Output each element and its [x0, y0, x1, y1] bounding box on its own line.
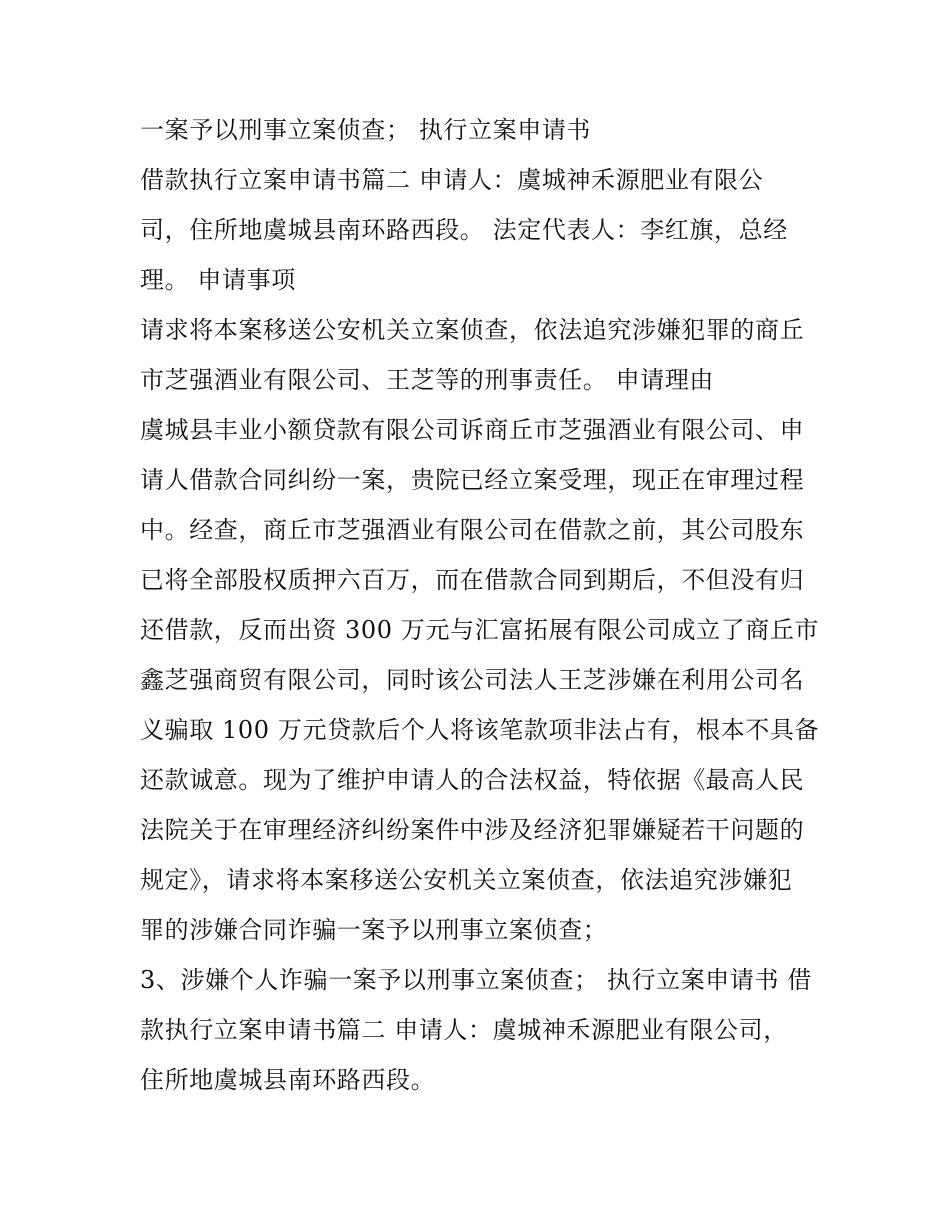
text-line: 款执行立案申请书篇二 申请人：虞城神禾源肥业有限公司， [140, 1016, 788, 1044]
text-line: 规定》，请求将本案移送公安机关立案侦查，依法追究涉嫌犯 [140, 866, 793, 894]
text-line: 已将全部股权质押六百万，而在借款合同到期后，不但没有归 [140, 566, 805, 594]
document-body [140, 105, 820, 1105]
text-line: 法院关于在审理经济纠纷案件中涉及经济犯罪嫌疑若干问题的 [140, 816, 805, 844]
text-line: 还款诚意。现为了维护申请人的合法权益，特依据《最高人民 [140, 766, 805, 794]
text-line: 3、涉嫌个人诈骗一案予以刑事立案侦查； 执行立案申请书 借 [140, 966, 812, 994]
text-line: 请求将本案移送公安机关立案侦查，依法追究涉嫌犯罪的商丘 [140, 316, 805, 344]
text-line: 借款执行立案申请书篇二 申请人：虞城神禾源肥业有限公 [140, 166, 764, 194]
text-line: 住所地虞城县南环路西段。 [140, 1066, 436, 1094]
text-line: 鑫芝强商贸有限公司，同时该公司法人王芝涉嫌在利用公司名 [140, 666, 805, 694]
text-line: 市芝强酒业有限公司、王芝等的刑事责任。 申请理由 [140, 366, 715, 394]
text-line: 中。经查，商丘市芝强酒业有限公司在借款之前，其公司股东 [140, 516, 805, 544]
text-line: 司，住所地虞城县南环路西段。 法定代表人：李红旗，总经 [140, 216, 788, 244]
text-line: 虞城县丰业小额贷款有限公司诉商丘市芝强酒业有限公司、申 [140, 416, 805, 444]
text-line: 义骗取 100 万元贷款后个人将该笔款项非法占有，根本不具备 [140, 716, 820, 744]
text-line: 罪的涉嫌合同诈骗一案予以刑事立案侦查； [140, 916, 608, 944]
text-line: 一案予以刑事立案侦查； 执行立案申请书 [140, 116, 592, 144]
text-line: 请人借款合同纠纷一案，贵院已经立案受理，现正在审理过程 [140, 466, 805, 494]
text-line: 理。 申请事项 [140, 266, 296, 294]
text-line: 还借款，反而出资 300 万元与汇富拓展有限公司成立了商丘市 [140, 616, 820, 644]
